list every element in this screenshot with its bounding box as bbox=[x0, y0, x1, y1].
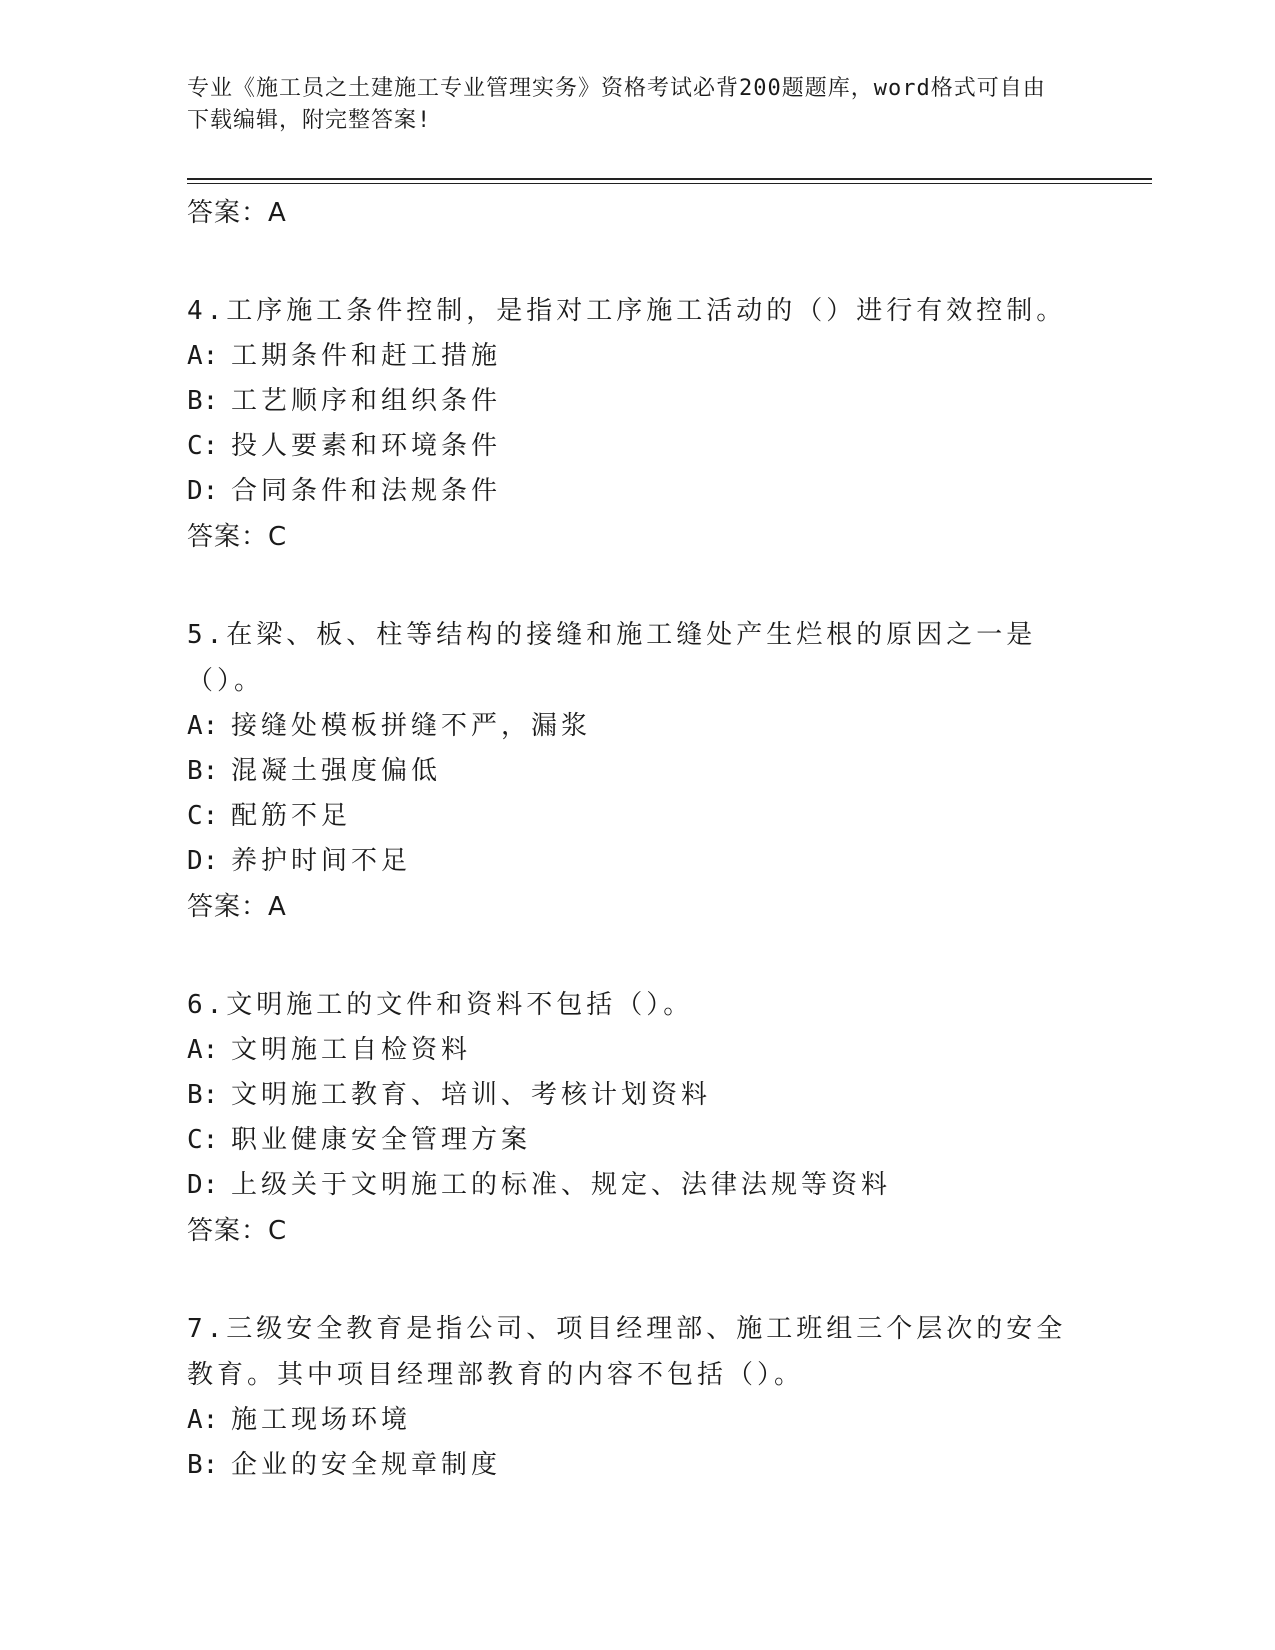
option-a bbox=[187, 334, 1067, 379]
answer-line: 答案：A bbox=[187, 892, 287, 922]
option-text: 施工现场环境 bbox=[231, 1405, 412, 1435]
option-c bbox=[187, 1118, 1067, 1163]
answer-line: 答案：C bbox=[187, 522, 288, 552]
question-block bbox=[187, 982, 1067, 1254]
option-key: B: bbox=[187, 1450, 219, 1480]
option-text: 混凝土强度偏低 bbox=[231, 756, 442, 786]
option-key: D: bbox=[187, 1170, 219, 1200]
option-text: 合同条件和法规条件 bbox=[231, 476, 502, 506]
option-key: A: bbox=[187, 1035, 219, 1065]
option-key: A: bbox=[187, 1405, 219, 1435]
option-key: C: bbox=[187, 431, 219, 461]
option-b bbox=[187, 379, 1067, 424]
option-text: 工艺顺序和组织条件 bbox=[231, 386, 502, 416]
option-key: B: bbox=[187, 1080, 219, 1110]
option-key: B: bbox=[187, 386, 219, 416]
question-stem: 7.三级安全教育是指公司、项目经理部、施工班组三个层次的安全教育。其中项目经理部教育的内容不包括（）。 bbox=[187, 1314, 1067, 1390]
document-body bbox=[187, 190, 1067, 1488]
option-a bbox=[187, 1028, 1067, 1073]
question-stem: 6.文明施工的文件和资料不包括（）。 bbox=[187, 990, 694, 1020]
option-b bbox=[187, 749, 1067, 794]
option-text: 文明施工教育、培训、考核计划资料 bbox=[231, 1080, 712, 1110]
option-text: 上级关于文明施工的标准、规定、法律法规等资料 bbox=[231, 1170, 892, 1200]
option-text: 接缝处模板拼缝不严，漏浆 bbox=[231, 711, 592, 741]
option-d bbox=[187, 469, 1067, 514]
option-text: 工期条件和赶工措施 bbox=[231, 341, 502, 371]
question-stem: 4.工序施工条件控制，是指对工序施工活动的（）进行有效控制。 bbox=[187, 296, 1067, 326]
option-key: D: bbox=[187, 846, 219, 876]
option-text: 企业的安全规章制度 bbox=[231, 1450, 502, 1480]
option-text: 养护时间不足 bbox=[231, 846, 412, 876]
option-text: 投人要素和环境条件 bbox=[231, 431, 502, 461]
option-c bbox=[187, 424, 1067, 469]
document-header: 专业《施工员之土建施工专业管理实务》资格考试必背200题题库，word格式可自由下载编辑，附完整答案! bbox=[187, 76, 1046, 133]
answer-line: 答案：C bbox=[187, 1216, 288, 1246]
option-text: 文明施工自检资料 bbox=[231, 1035, 472, 1065]
option-text: 配筋不足 bbox=[231, 801, 352, 831]
option-key: B: bbox=[187, 756, 219, 786]
header-divider bbox=[187, 178, 1152, 184]
option-c bbox=[187, 794, 1067, 839]
option-a bbox=[187, 1398, 1067, 1443]
option-b bbox=[187, 1073, 1067, 1118]
question-block bbox=[187, 1306, 1067, 1488]
question-stem: 5.在梁、板、柱等结构的接缝和施工缝处产生烂根的原因之一是（）。 bbox=[187, 620, 1037, 696]
option-a bbox=[187, 704, 1067, 749]
option-key: C: bbox=[187, 801, 219, 831]
option-text: 职业健康安全管理方案 bbox=[231, 1125, 532, 1155]
option-d bbox=[187, 839, 1067, 884]
option-key: D: bbox=[187, 476, 219, 506]
option-d bbox=[187, 1163, 1067, 1208]
question-block bbox=[187, 612, 1067, 930]
option-b bbox=[187, 1443, 1067, 1488]
option-key: C: bbox=[187, 1125, 219, 1155]
option-key: A: bbox=[187, 711, 219, 741]
option-key: A: bbox=[187, 341, 219, 371]
question-block bbox=[187, 288, 1067, 560]
answer-line: 答案：A bbox=[187, 198, 287, 228]
